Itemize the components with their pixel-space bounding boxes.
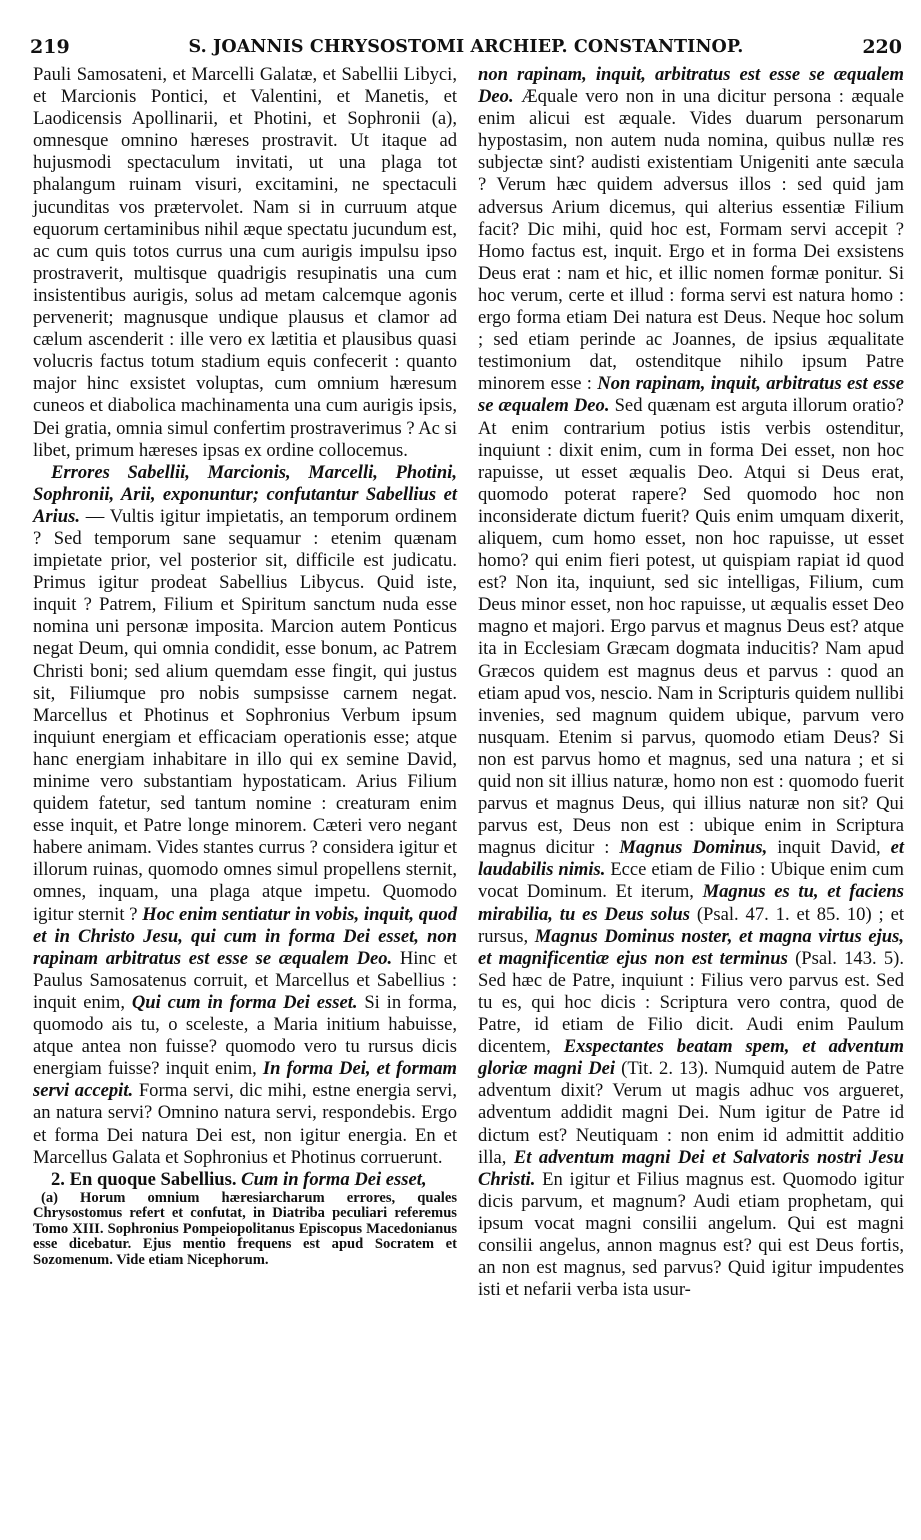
paragraph-2-text-3: Si in forma, quomodo ais tu, o scelestе, a Maria initium habuisse, atque antea non fuisse? quomodo vero tu rursus dicis energiam fuisse? inquit enim, bbox=[33, 991, 457, 1080]
running-header bbox=[30, 30, 902, 64]
right-column bbox=[478, 64, 904, 1301]
quote-non-rapinam: non rapinam, inquit, arbitratus est esse se æqualem Deo. bbox=[478, 64, 904, 108]
quote-exspectantes: Exspectantes beatam spem, et adventum gloriæ magni Dei bbox=[478, 1036, 904, 1080]
right-paragraph bbox=[478, 64, 904, 1301]
quote-magnus-es-tu: Magnus es tu, et faciens mirabilia, tu es Deus solus bbox=[478, 881, 904, 925]
quote-formam-servi: In forma Dei, et formam servi accepit. bbox=[33, 1058, 457, 1102]
paragraph-3-text: 2. En quoque Sabellius. bbox=[51, 1168, 237, 1190]
quote-non-rapinam-2: Non rapinam, inquit, arbitratus est esse se æqualem Deo. bbox=[478, 373, 904, 417]
page-number-left: 219 bbox=[30, 36, 70, 58]
paragraph-3-quote: Cum in forma Dei esset, bbox=[241, 1168, 427, 1190]
right-text-2: Sed quænam est arguta illorum oratio? At enim contrarium potius istis verbis ostenditur, inquiunt : dixit enim, cum in forma Dei esset, non hoc rapuisse, ut esset æqualis Deo. Atqui si Deus erat, quomodo poterat rapere? Sed quomodo hoc non inconsiderate dictum fuerit? Quis enim umquam dixerit, aliquem, cum homo esset, non hoc rapuisse, ut esset homo? qui enim fieri potest, ut quispiam rapiat id quod est? Non ita, inquiunt, sed sic intelligas, Filium, cum Deus minor esset, non hoc rapuisse, ut æqualis esset Deo magno et majori. Ergo parvus et magnus Deus est? atque ita in Ecclesiam Græcam dogmata inducitis? Nam apud Græcos quidem est magnus deus et parvus : quod an etiam apud vos, nescio. Nam in Scripturis quidem nullibi invenies, sed magnum quidem ubique, parvum vero nusquam. Etenim si parvus, quomodo etiam Deus? Si non est parvus homo et magnus, sed una natura ; et si quid non sit illius naturæ, homo non est : quomodo fuerit parvus et magnus Deus, qui illius naturæ non sit? Qui parvus est, Deus non est : ubique enim in Scriptura magnus dicitur : bbox=[478, 395, 904, 859]
right-text-4: Ecce etiam de Filio : Ubique enim cum vocat Dominum. Et iterum, bbox=[478, 859, 904, 903]
paragraph-2-text-2: Hinc et Paulus Samosatenus corruit, et Marcellus et Sabellius : inquit enim, bbox=[33, 947, 458, 1013]
running-title: S. JOANNIS CHRYSOSTOMI ARCHIEP. CONSTANTINOP. bbox=[188, 37, 744, 57]
quote-philippians: Hoc enim sentiatur in vobis, inquit, quod et in Christo Jesu, qui cum in forma Dei esset, non rapinam arbitratus est esse se æqualem Deo. bbox=[33, 903, 458, 969]
right-text-6: (Psal. 143. 5). Sed hæc de Patre, inquiunt : Filius vero parvus est. Sed tu es, qui hoc dicis : Scriptura vero contra, quod de Patre, id etiam de Filio dicit. Audi enim Paulum dicentem, bbox=[478, 947, 904, 1058]
paragraph-2-text: — Vultis igitur impietatis, an temporum ordinem ? Sed temporum sane sequamur : etenim quænam impietate prior, vel posterior sit, difficile est judicatu. Primus igitur prodeat Sabellius Libycus. Quid iste, inquit ? Patrem, Filium et Spiritum sanctum nuda esse nomina uni personæ imposita. Marcion autem Ponticus negat Deum, qui omnia condidit, esse bonum, ac Patrem Christi boni; sed alium quemdam esse fingit, qui justus sit, Filiumque pro nobis sumpsisse carnem negat. Marcellus et Photinus et Sophronius Verbum ipsum inquiunt energiam et efficaciam operationis esse; atque hanc energiam inhabitare in illo qui ex semine David, minime vero substantiam hypostaticam. Arius Filium quidem fatetur, sed tantum nomine : creaturam enim esse inquit, et Patre longe minorem. Cæteri vero negant habere animam. Vides stantes currus ? considera igitur et illorum ruinas, quomodo omnes simul propellens sternit, omnes, inquam, una plaga atque impetu. Quomodo igitur sternit ? bbox=[33, 505, 457, 925]
section-heading: Errores Sabellii, Marcionis, Marcelli, Photini, Sophronii, Arii, exponuntur; confutantur Sabellius et Arius. bbox=[33, 461, 457, 527]
right-text-5: (Psal. 47. 1. et 85. 10) ; et rursus, bbox=[478, 903, 904, 947]
quote-magnus-dominus-noster: Magnus Dominus noster, et magna virtus ejus, et magnificentiæ ejus non est terminus bbox=[478, 925, 904, 969]
left-column bbox=[33, 64, 457, 1268]
paragraph-1: Pauli Samosateni, et Marcelli Galatæ, et Sabellii Libyci, et Marcionis Pontici, et Valentini, et Manetis, et Laodicensis Apollinarii, et Photini, et Sophronii (a), omnesque omnino hæreses prostravit. Ut itaque ad hujusmodi spectaculum invitati, ut una plaga tot phalangum ruinam visuri, excitamini, ne spectaculi jucunditas vos prætervolet. Nam si in curruum atque equorum certaminibus nihil æque spectatu jucundum est, ac cum quis totos currus una cum aurigis impulsu ipso prostraverit, multisque quadrigis resupinatis una cum insistentibus aurigis, solus ad metam calcemque agonis pervenerit; magnusque undique plausus et clamor ad cælum ascenderit : ille vero ex lætitia et plausibus quasi volucris factus totum stadium equis confecerit : quanto major hinc exsistet voluptas, cum omnium hæresum cuneos et diabolica machinamenta una cum aurigis ipsis, Dei gratia, omnia simul confertim prostraverimus ? Ac si libet, primum hæreses ipsas ex ordine collocemus. bbox=[33, 64, 457, 461]
quote-laudabilis: et laudabilis nimis. bbox=[478, 837, 904, 881]
right-text-1: Æquale vero non in una dicitur persona : æquale enim alicui est æquale. Vides duarum personarum hypostasim, non autem nuda nomina, quibus nullæ res subjectæ sint? audisti existentiam Unigeniti ante sæcula ? Verum hæc quidem adversus illos : sed quid jam adversus Arium dicemus, qui alterius essentiæ Filium facit? Dic mihi, quid hoc est, Formam servi accepit ? Homo factus est, inquit. Ergo et in forma Dei exsistens Deus erat : nam et hic, et illic nomen formæ ponitur. Si hoc verum, certe et illud : forma servi est natura homo : ergo forma etiam Dei natura est Deus. Neque hoc solum ; sed etiam perinde ac Joannes, de ipsius æqualitate testimonium dat, ostenditque nihilo ipsum Patre minorem esse : bbox=[478, 86, 904, 395]
right-text-3: inquit David, bbox=[777, 837, 881, 859]
quote-magnus-dominus: Magnus Dominus, bbox=[619, 837, 768, 859]
quote-forma-dei: Qui cum in forma Dei esset. bbox=[131, 991, 358, 1013]
quote-adventum: Et adventum magni Dei et Salvatoris nostri Jesu Christi. bbox=[478, 1146, 904, 1190]
right-text-8: En igitur et Filius magnus est. Quomodo igitur dicis parvum, et magnum? Audi etiam prophetam, qui ipsum vocat magni consilii angelum. Qui est magni consilii angelus, annon magnus est? qui est Deus fortis, an non est magnus, sed parvus? Quid igitur impudentes isti et nefarii verba ista usur- bbox=[478, 1168, 904, 1301]
paragraph-2 bbox=[33, 462, 457, 1169]
page-number-right: 220 bbox=[862, 36, 902, 58]
paragraph-3 bbox=[33, 1169, 457, 1191]
footnote: (a) Horum omnium hæresiarcharum errores, quales Chrysostomus refert et confutat, in Diatriba peculiari referemus Tomo XIII. Sophronius Pompeiopolitanus Episcopus Macedonianus esse dicebatur. Ejus mentio frequens est apud Socratem et Sozomenum. Vide etiam Nicephorum. bbox=[33, 1189, 457, 1268]
right-text-7: (Tit. 2. 13). Numquid autem de Patre adventum dixit? Verum ut magis adhuc vos argueret, adventum addidit magni Dei. Num igitur de Patre id dictum est? Neutiquam : non enim id admittit additio illa, bbox=[478, 1058, 905, 1168]
paragraph-2-text-4: Forma servi, dic mihi, estne energia servi, an natura servi? Omnino natura servi, respondebis. Ergo et forma Dei natura Dei est, non igitur energia. En et Marcellus Galata et Sophronius et Photinus corruerunt. bbox=[33, 1080, 457, 1168]
